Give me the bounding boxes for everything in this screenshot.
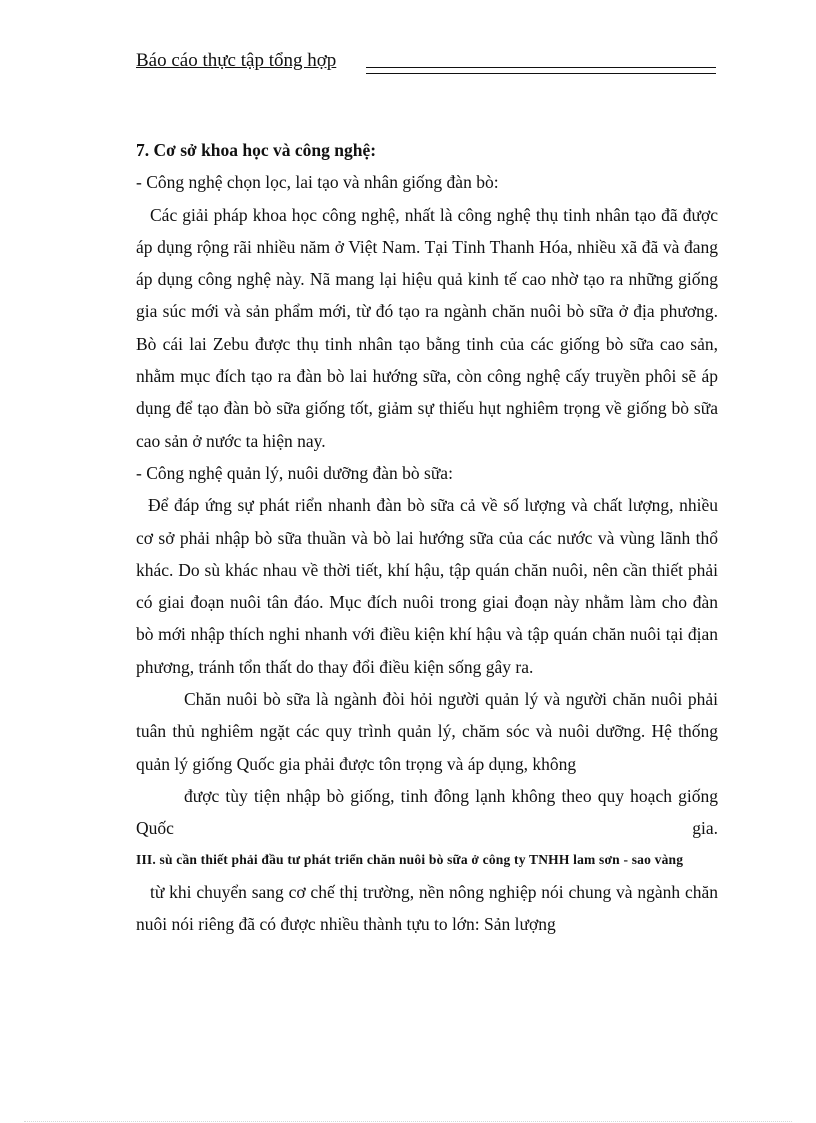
header-double-rule xyxy=(366,67,716,74)
section-7-paragraph-management: Để đáp ứng sự phát riển nhanh đàn bò sữa cả về số lượng và chất lượng, nhiều cơ sở phải nhập bò sữa thuần và bò lai hướng sữa của các nước và vùng lãnh thổ khác. Do sù khác nhau về thời tiết, khí hậu, tập quán chăn nuôi, nên cần thiết phải có giai đoạn nuôi tân đáo. Mục đích nuôi trong giai đoạn này nhằm làm cho đàn bò mới nhập thích nghi nhanh với điều kiện khí hậu và tập quán chăn nuôi tại địan phương, tránh tổn thất do thay đổi điều kiện sống gây ra. xyxy=(136,495,718,677)
section-III-paragraph: từ khi chuyển sang cơ chế thị trường, nền nông nghiệp nói chung và ngành chăn nuôi nói riêng đã có được nhiều thành tựu to lớn: Sản lượng xyxy=(136,881,718,934)
page-bottom-divider xyxy=(24,1121,792,1122)
page-header xyxy=(136,50,716,74)
section-7-subheading-breeding: - Công nghệ chọn lọc, lai tạo và nhân giống đàn bò: xyxy=(136,172,499,193)
section-7-paragraph-regulation: Chăn nuôi bò sữa là ngành đòi hỏi người quản lý và người chăn nuôi phải tuân thủ nghiêm ngặt các quy trình quản lý, chăm sóc và nuôi dưỡng. Hệ thống quản lý giống Quốc gia phải được tôn trọng và áp dụng, không xyxy=(136,689,718,774)
section-7-heading: 7. Cơ sở khoa học và công nghệ: xyxy=(136,140,377,160)
section-III-heading: III. sù cần thiết phải đầu tư phát triển chăn nuôi bò sữa ở công ty TNHH lam sơn - sao vàng xyxy=(136,851,684,867)
section-7-paragraph-national-breed: được tùy tiện nhập bò giống, tinh đông lạnh không theo quy hoạch giống Quốc gia. xyxy=(136,785,718,839)
header-title: Báo cáo thực tập tổng hợp xyxy=(136,50,337,71)
document-body xyxy=(136,134,718,940)
section-7-subheading-management: - Công nghệ quản lý, nuôi dưỡng đàn bò sữa: xyxy=(136,462,453,483)
section-7-paragraph-breeding: Các giải pháp khoa học công nghệ, nhất là công nghệ thụ tinh nhân tạo đã được áp dụng rộng rãi nhiều năm ở Việt Nam. Tại Tỉnh Thanh Hóa, nhiều xã đã và đang áp dụng công nghệ này. Nã mang lại hiệu quả kinh tế cao nhờ tạo ra những giống gia súc mới và sản phẩm mới, từ đó tạo ra ngành chăn nuôi bò sữa ở địa phương. Bò cái lai Zebu được thụ tinh nhân tạo bằng tinh của các giống bò sữa cao sản, nhằm mục đích tạo ra đàn bò lai hướng sữa, còn công nghệ cấy truyền phôi sẽ áp dụng để tạo đàn bò sữa giống tốt, giảm sự thiếu hụt nghiêm trọng về giống bò sữa cao sản ở nước ta hiện nay. xyxy=(136,204,718,451)
